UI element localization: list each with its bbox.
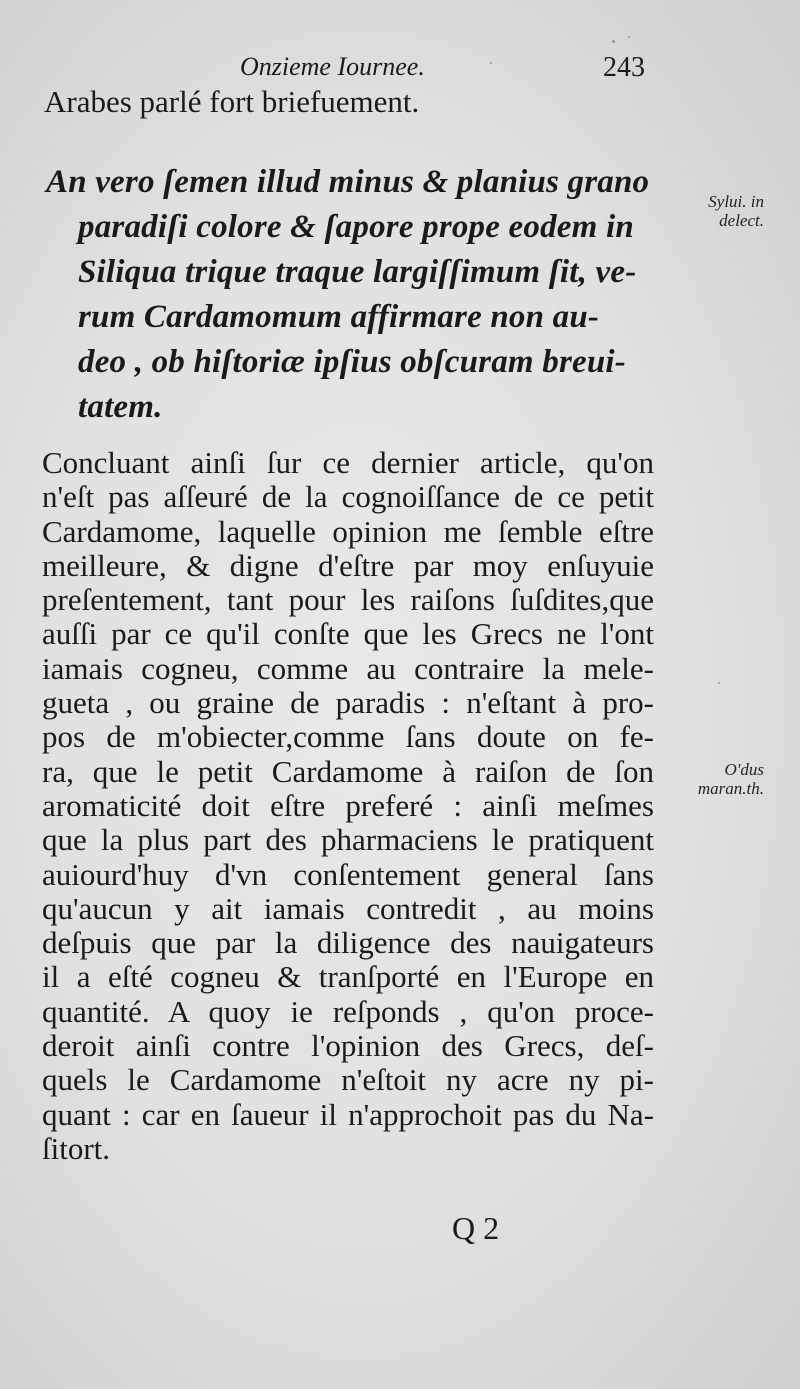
- margin-note-line: O'dus: [724, 760, 764, 779]
- carryover-line: Arabes parlé fort briefuement.: [44, 84, 420, 119]
- margin-note-line: delect.: [719, 211, 764, 230]
- latin-line: deo , ob hiſtoriæ ipſius obſcuram breui-: [78, 344, 626, 380]
- body-line: iamais cogneu, comme au contraire la mele-: [42, 650, 654, 686]
- page-number: 243: [603, 52, 645, 83]
- latin-line: paradiſi colore & ſapore prope eodem in: [78, 209, 634, 245]
- margin-note-line: maran.th.: [697, 779, 764, 798]
- paper-speck: [628, 36, 630, 38]
- paper-speck: [490, 62, 492, 64]
- margin-note-line: Sylui. in: [708, 192, 764, 211]
- body-line: auiourd'huy d'vn conſentement general ſans: [42, 856, 654, 892]
- body-line: preſentement, tant pour les raiſons ſuſdites,que: [42, 582, 654, 618]
- body-line: quantité. A quoy ie reſponds , qu'on proce-: [42, 993, 654, 1029]
- latin-line: Siliqua trique traque largiſſimum ſit, ve-: [78, 254, 637, 290]
- body-line: gueta , ou graine de paradis : n'eſtant à pro-: [42, 685, 654, 721]
- body-line: ſitort.: [42, 1130, 111, 1166]
- body-line: Concluant ainſi ſur ce dernier article, qu'on: [42, 445, 654, 480]
- body-line: Cardamome, laquelle opinion me ſemble eſtre: [42, 513, 654, 549]
- body-paragraph: [42, 446, 654, 1166]
- latin-line: tatem.: [78, 389, 163, 425]
- body-line: deſpuis que par la diligence des nauigateurs: [42, 925, 654, 961]
- signature-mark: Q 2: [452, 1210, 500, 1246]
- latin-quotation: [46, 160, 656, 430]
- margin-note-dodoens: [680, 760, 764, 798]
- paper-speck: [612, 40, 615, 43]
- paper-speck: [718, 682, 720, 684]
- body-line: aromaticité doit eſtre preferé : ainſi meſmes: [42, 787, 654, 823]
- body-line: qu'aucun y ait iamais contredit , au moins: [42, 890, 654, 926]
- body-line: meilleure, & digne d'eſtre par moy enſuyuie: [42, 547, 654, 583]
- body-line: quant : car en ſaueur il n'approchoit pas du Na-: [42, 1096, 654, 1132]
- body-line: quels le Cardamome n'eſtoit ny acre ny pi-: [42, 1062, 654, 1098]
- body-line: deroit ainſi contre l'opinion des Grecs, deſ-: [42, 1028, 654, 1064]
- body-line: que la plus part des pharmaciens le pratiquent: [42, 822, 654, 858]
- running-title: Onzieme Iournee.: [240, 52, 425, 81]
- latin-line: An vero ſemen illud minus & planius grano: [46, 164, 650, 200]
- body-line: n'eſt pas aſſeuré de la cognoiſſance de ce petit: [42, 479, 654, 515]
- latin-line: rum Cardamomum affirmare non au-: [78, 299, 600, 335]
- body-line: il a eſté cogneu & tranſporté en l'Europe en: [42, 959, 654, 995]
- body-line: auſſi par ce qu'il conſte que les Grecs ne l'ont: [42, 616, 654, 652]
- body-line: ra, que le petit Cardamome à raiſon de ſon: [42, 753, 654, 789]
- margin-note-sylvius: [676, 192, 764, 230]
- body-line: pos de m'obiecter,comme ſans doute on fe-: [42, 719, 654, 755]
